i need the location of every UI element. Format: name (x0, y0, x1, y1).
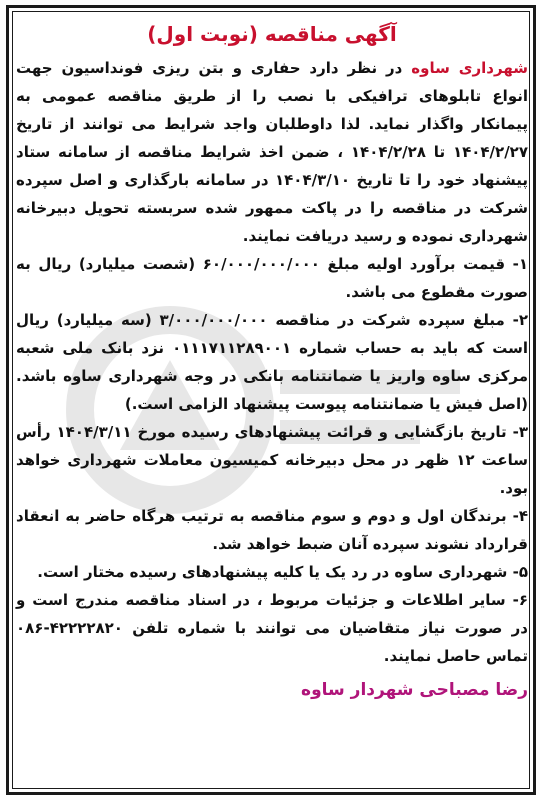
notice-item-2: ۲- مبلغ سپرده شرکت در مناقصه ۳/۰۰۰/۰۰۰/۰۰۰ (سه میلیارد) ریال است که باید به حساب شماره ۰۱۱۱۷۱۱۲۸۹۰۰۱ نزد بانک ملی شعبه مرکزی ساوه واریز یا ضمانتنامه بانکی در وجه شهرداری ساوه باشد. (اصل فیش یا ضمانتنامه پیوست پیشنهاد الزامی است.) (16, 311, 529, 413)
signature: رضا مصباحی شهردار ساوه (301, 680, 528, 700)
notice-item-1: ۱- قیمت برآورد اولیه مبلغ ۶۰/۰۰۰/۰۰۰/۰۰۰ (شصت میلیارد) ریال به صورت مقطوع می باشد. (16, 255, 529, 301)
notice-item-4: ۴- برندگان اول و دوم و سوم مناقصه به ترتیب هرگاه حاضر به انعقاد قرارداد نشوند سپرده آنان ضبط خواهد شد. (16, 507, 528, 553)
notice-item-5: ۵- شهرداری ساوه در رد یک یا کلیه پیشنهادهای رسیده مختار است. (37, 563, 528, 581)
notice-title: آگهی مناقصه (نوبت اول) (147, 22, 397, 46)
notice-item-3: ۳- تاریخ بازگشایی و قرائت پیشنهادهای رسیده مورخ ۱۴۰۴/۳/۱۱ رأس ساعت ۱۲ ظهر در محل دبیرخانه کمیسیون معاملات شهرداری خواهد بود. (16, 423, 529, 497)
intro-text: در نظر دارد حفاری و بتن ریزی فونداسیون جهت انواع تابلوهای ترافیکی با نصب را از طریق مناقصه عمومی به پیمانکار واگذار نماید. لذا داوطلبان واجد شرایط می توانند از تاریخ ۱۴۰۴/۲/۲۷ تا ۱۴۰۴/۲/۲۸ ، ضمن اخذ شرایط مناقصه از سامانه ستاد پیشنهاد خود را تا تاریخ ۱۴۰۴/۳/۱۰ در سامانه بارگذاری و اصل سپرده شرکت در مناقصه را در پاکت ممهور شده سربسته تحویل دبیرخانه شهرداری نموده و رسید دریافت نمایند. (16, 59, 528, 245)
organization-name: شهرداری ساوه (411, 59, 528, 77)
notice-intro (16, 54, 528, 250)
notice-item-6: ۶- سایر اطلاعات و جزئیات مربوط ، در اسناد مناقصه مندرج است و در صورت نیاز متقاضیان می توانند با شماره تلفن ۴۲۲۲۲۸۲۰-۰۸۶ تماس حاصل نمایند. (16, 591, 528, 665)
notice-content (16, 20, 528, 704)
